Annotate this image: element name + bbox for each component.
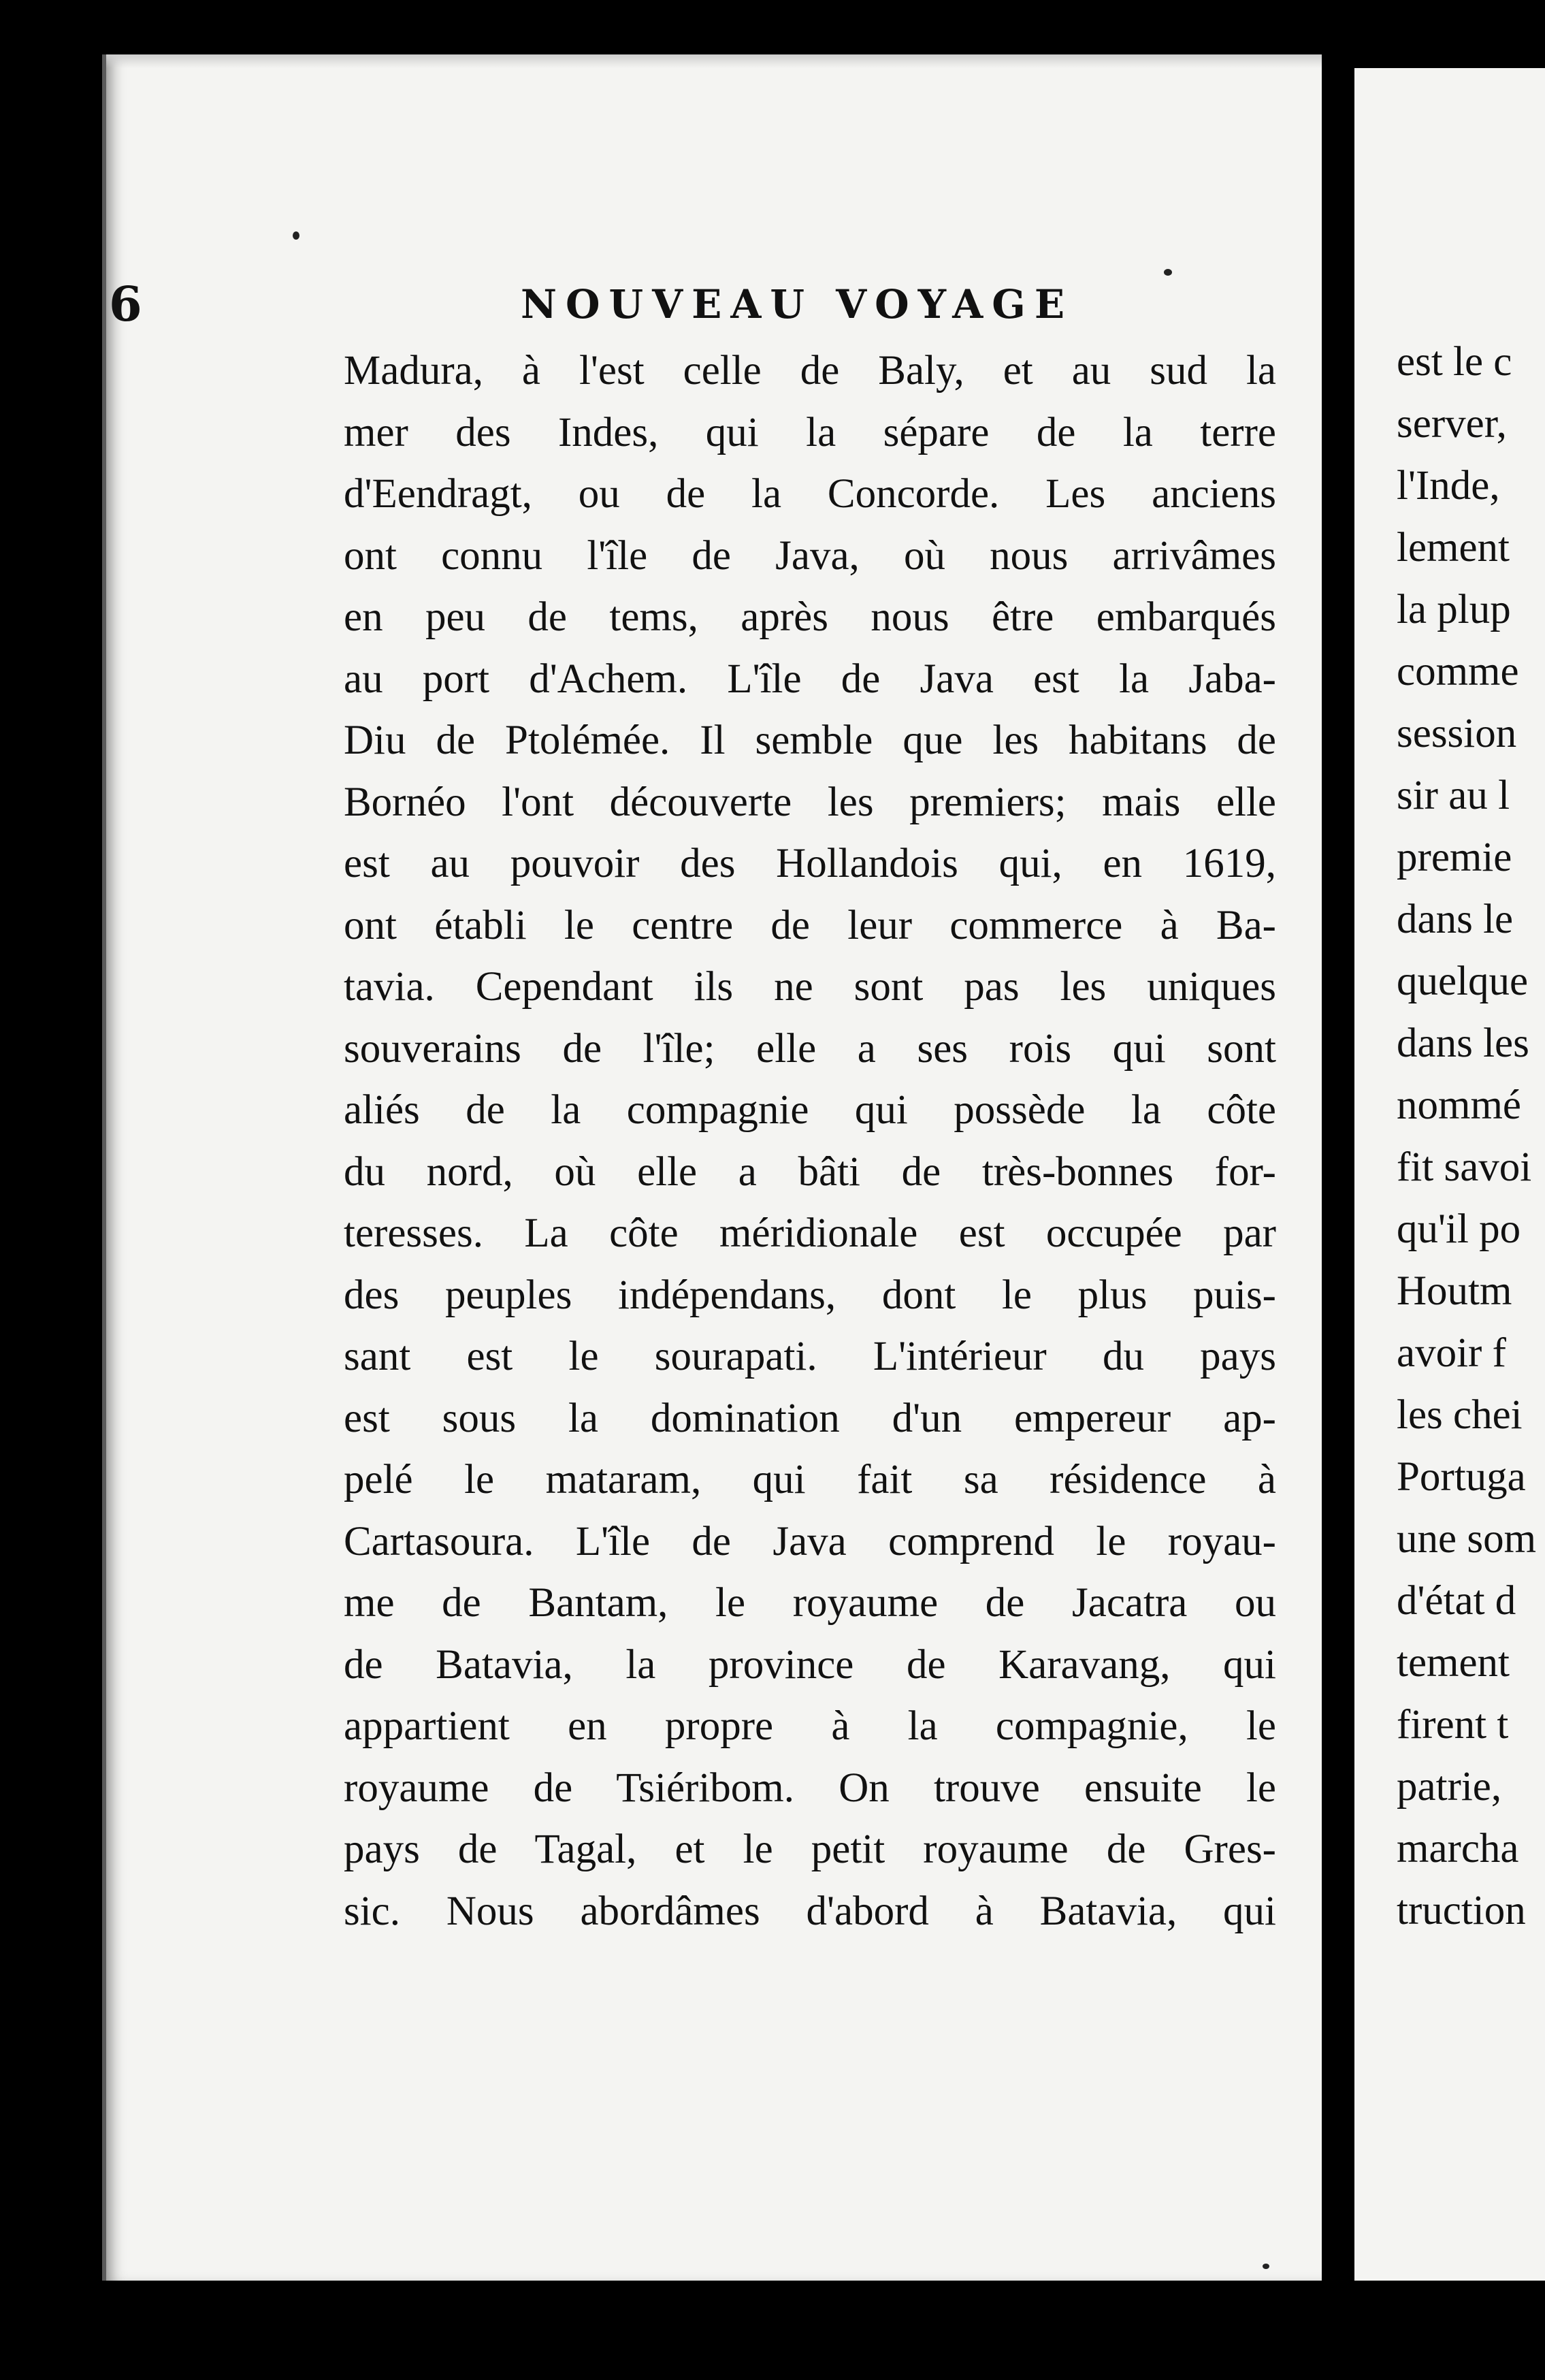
right-text-line: sir au l <box>1397 773 1510 818</box>
right-text-line: lement <box>1397 525 1510 570</box>
right-text-line: nommé <box>1397 1082 1521 1128</box>
running-title: NOUVEAU VOYAGE <box>521 281 1074 327</box>
right-text-line: session <box>1397 711 1517 756</box>
ink-speck <box>1164 269 1172 276</box>
text-line: aliés de la compagnie qui possède la côte <box>344 1087 1276 1133</box>
text-line: est sous la domination d'un empereur ap- <box>344 1395 1276 1441</box>
text-line: de Batavia, la province de Karavang, qui <box>344 1641 1276 1688</box>
page-gutter <box>1322 54 1354 2294</box>
right-text-line: quelque <box>1397 959 1529 1004</box>
text-line: pays de Tagal, et le petit royaume de Gres- <box>344 1827 1276 1872</box>
text-line: teresses. La côte méridionale est occupée par <box>344 1210 1276 1256</box>
text-line: sant est le sourapati. L'intérieur du pays <box>344 1334 1276 1379</box>
right-text-line: les chei <box>1397 1392 1523 1438</box>
right-text-line: est le c <box>1397 339 1512 385</box>
right-text-line: dans les <box>1397 1020 1529 1066</box>
right-text-line: premie <box>1397 835 1512 880</box>
text-line: du nord, où elle a bâti de très-bonnes for- <box>344 1148 1276 1195</box>
text-line: me de Bantam, le royaume de Jacatra ou <box>344 1580 1276 1626</box>
text-line: d'Eendragt, ou de la Concorde. Les anciens <box>344 471 1276 517</box>
right-text-line: qu'il po <box>1397 1206 1521 1252</box>
right-text-line: patrie, <box>1397 1764 1502 1810</box>
text-line: Madura, à l'est celle de Baly, et au sud la <box>344 348 1276 393</box>
text-line: en peu de tems, après nous être embarqués <box>344 594 1276 640</box>
right-text-line: marcha <box>1397 1826 1519 1871</box>
right-text-line: Houtm <box>1397 1268 1512 1314</box>
right-text-line: firent t <box>1397 1702 1509 1748</box>
text-line: des peuples indépendans, dont le plus puis- <box>344 1272 1276 1318</box>
text-line: appartient en propre à la compagnie, le <box>344 1703 1276 1749</box>
right-text-line: d'état d <box>1397 1578 1516 1624</box>
right-text-line: fit savoi <box>1397 1144 1532 1190</box>
text-line: pelé le mataram, qui fait sa résidence à <box>344 1457 1276 1502</box>
right-text-line: la plup <box>1397 587 1511 632</box>
right-text-line: truction <box>1397 1888 1526 1933</box>
left-page-text <box>344 340 1276 1942</box>
right-text-line: une som <box>1397 1516 1537 1562</box>
text-line: royaume de Tsiéribom. On trouve ensuite le <box>344 1765 1276 1811</box>
right-text-line: dans le <box>1397 897 1514 942</box>
right-text-line: l'Inde, <box>1397 463 1500 509</box>
text-line: sic. Nous abordâmes d'abord à Batavia, qui <box>344 1888 1276 1934</box>
page-number: 6 <box>109 276 142 332</box>
text-line: au port d'Achem. L'île de Java est la Jaba- <box>344 656 1276 702</box>
right-text-line: server, <box>1397 401 1507 447</box>
right-text-line: tement <box>1397 1640 1510 1686</box>
text-line: souverains de l'île; elle a ses rois qui sont <box>344 1025 1276 1072</box>
ink-speck <box>293 231 299 240</box>
right-text-line: avoir f <box>1397 1330 1506 1376</box>
text-line: ont établi le centre de leur commerce à Ba- <box>344 902 1276 948</box>
right-text-line: comme <box>1397 649 1519 694</box>
text-line: Cartasoura. L'île de Java comprend le royau- <box>344 1518 1276 1564</box>
text-line: ont connu l'île de Java, où nous arrivâmes <box>344 532 1276 579</box>
right-page-text <box>1397 331 1545 1942</box>
ink-speck <box>1263 2264 1269 2269</box>
right-text-line: Portuga <box>1397 1454 1526 1500</box>
text-line: Bornéo l'ont découverte les premiers; mais elle <box>344 779 1276 825</box>
text-line: est au pouvoir des Hollandois qui, en 1619, <box>344 841 1276 886</box>
text-line: mer des Indes, qui la sépare de la terre <box>344 409 1276 455</box>
text-line: Diu de Ptolémée. Il semble que les habitans de <box>344 718 1276 763</box>
text-line: tavia. Cependant ils ne sont pas les uniques <box>344 964 1276 1010</box>
